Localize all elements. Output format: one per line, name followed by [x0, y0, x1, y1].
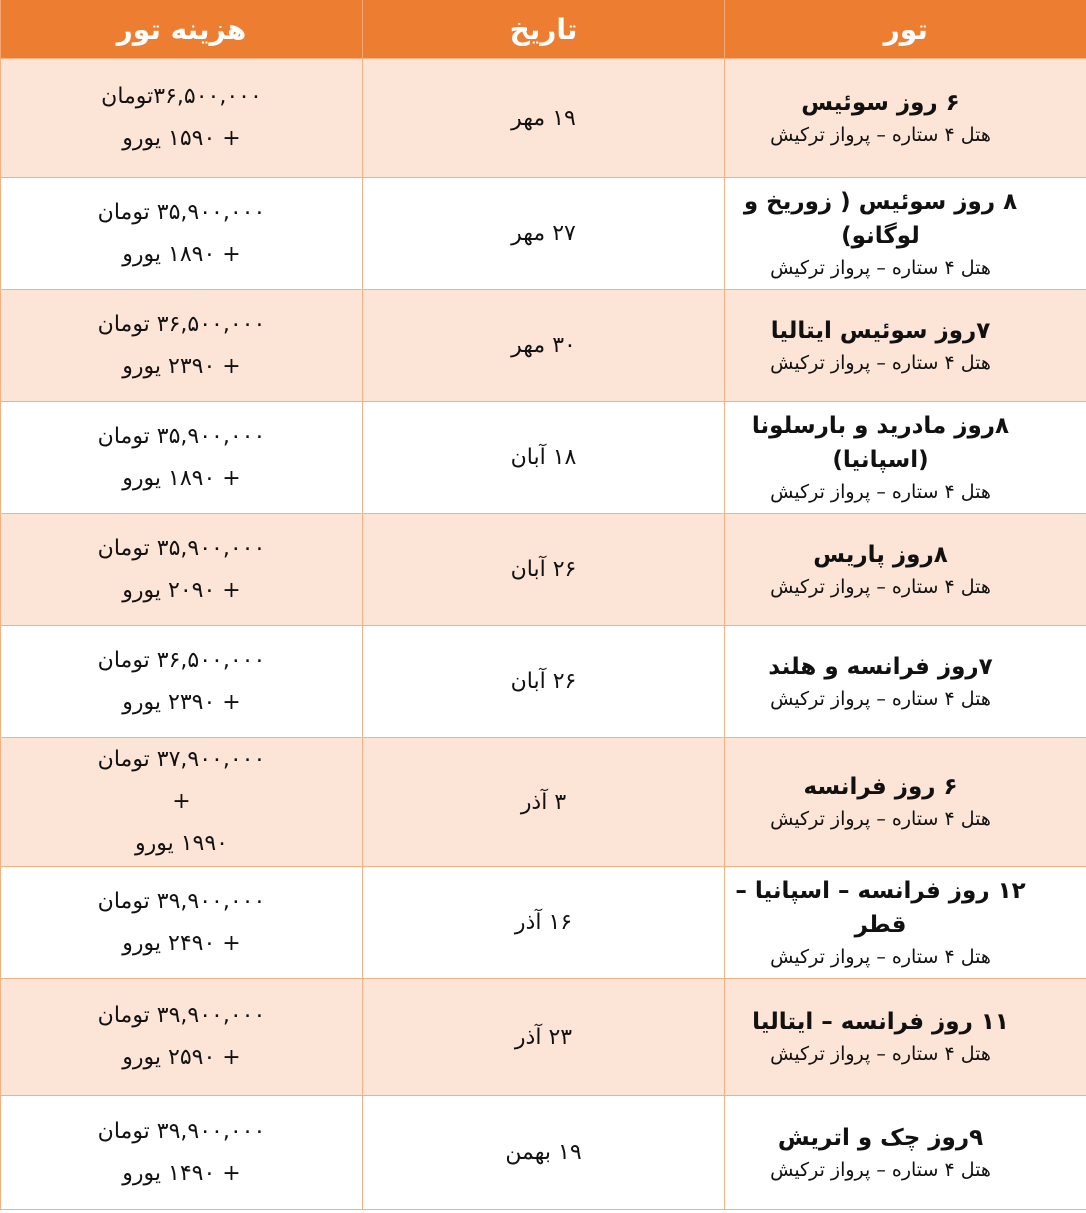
tour-cell: [725, 514, 1086, 626]
tour-name: ۶ روز سوئیس: [801, 90, 960, 116]
tour-date: ۳۰ مهر: [511, 333, 576, 358]
cost-cell: [1, 59, 363, 178]
cost-cell: [1, 979, 363, 1096]
table-row: [1, 867, 1086, 979]
tour-detail: هتل ۴ ستاره – پرواز ترکیش: [770, 1158, 991, 1181]
tour-cell: [725, 1096, 1086, 1210]
tour-name: ۸روز مادرید و بارسلونا (اسپانیا): [751, 412, 1010, 473]
table-row: [1, 290, 1086, 402]
date-cell: [363, 514, 725, 626]
cost-line: + ۲۵۹۰ یورو: [122, 1045, 241, 1070]
table-row: [1, 59, 1086, 178]
tour-cell: [725, 402, 1086, 514]
cost-cell: [1, 738, 363, 867]
cost-cell: [1, 626, 363, 738]
tour-date: ۲۳ آذر: [514, 1024, 573, 1050]
tour-detail: هتل ۴ ستاره – پرواز ترکیش: [770, 808, 991, 830]
cost-line: ۳۵,۹۰۰,۰۰۰ تومان: [97, 535, 266, 561]
table-row: [1, 514, 1086, 626]
tour-detail: هتل ۴ ستاره – پرواز ترکیش: [770, 575, 991, 598]
tour-name: ۸ روز سوئیس ( زوریخ و لوگانو): [743, 188, 1018, 249]
tour-detail: هتل ۴ ستاره – پرواز ترکیش: [770, 351, 991, 374]
cost-cell: [1, 178, 363, 290]
table-row: [1, 738, 1086, 867]
table-row: [1, 626, 1086, 738]
cost-line: ۳۵,۹۰۰,۰۰۰ تومان: [97, 199, 266, 225]
date-cell: [363, 979, 725, 1096]
tour-date: ۱۸ آبان: [510, 445, 577, 470]
table-row: [1, 402, 1086, 514]
table-body: [1, 59, 1086, 1210]
date-cell: [363, 1096, 725, 1210]
cost-cell: [1, 290, 363, 402]
tour-detail: هتل ۴ ستاره – پرواز ترکیش: [770, 124, 991, 146]
cost-line: ۱۹۹۰ یورو: [135, 831, 228, 856]
tour-date: ۲۶ آبان: [510, 557, 577, 582]
tour-name: ۷روز فرانسه و هلند: [768, 653, 993, 680]
tour-name: ۶ روز فرانسه: [803, 774, 958, 800]
table-row: [1, 1096, 1086, 1210]
table-row: [1, 979, 1086, 1096]
cost-line: +: [172, 789, 191, 814]
date-cell: [363, 178, 725, 290]
tour-name: ۱۱ روز فرانسه – ایتالیا: [752, 1009, 1009, 1035]
cost-cell: [1, 514, 363, 626]
tour-cell: [725, 867, 1086, 979]
tour-cell: [725, 178, 1086, 290]
cost-cell: [1, 402, 363, 514]
tour-date: ۱۶ آذر: [514, 910, 573, 935]
tour-name: ۱۲ روز فرانسه – اسپانیا – قطر: [735, 877, 1026, 938]
tour-cell: [725, 626, 1086, 738]
table-row: [1, 178, 1086, 290]
tour-date: ۱۹ مهر: [511, 105, 576, 131]
tour-date: ۱۹ بهمن: [505, 1140, 582, 1165]
cost-line: + ۱۸۹۰ یورو: [122, 241, 241, 267]
tour-cell: [725, 979, 1086, 1096]
cost-line: ۳۷,۹۰۰,۰۰۰ تومان: [97, 747, 266, 772]
cost-line: + ۲۳۹۰ یورو: [122, 353, 241, 379]
cost-line: + ۲۰۹۰ یورو: [122, 577, 241, 603]
tour-detail: هتل ۴ ستاره – پرواز ترکیش: [770, 945, 991, 968]
date-cell: [363, 738, 725, 867]
tour-name: ۹روز چک و اتریش: [777, 1124, 984, 1151]
cost-line: + ۲۴۹۰ یورو: [122, 930, 241, 956]
date-cell: [363, 867, 725, 979]
cost-cell: [1, 1096, 363, 1210]
cost-line: ۳۹,۹۰۰,۰۰۰ تومان: [97, 1003, 266, 1028]
cost-line: + ۲۳۹۰ یورو: [122, 689, 241, 715]
tour-date: ۲۶ آبان: [510, 669, 577, 694]
tour-detail: هتل ۴ ستاره – پرواز ترکیش: [770, 687, 991, 710]
header-tour: تور: [725, 0, 1086, 59]
cost-line: ۳۹,۹۰۰,۰۰۰ تومان: [97, 888, 266, 914]
header-date: تاریخ: [363, 0, 725, 59]
date-cell: [363, 402, 725, 514]
tour-name: ۸روز پاریس: [813, 541, 948, 568]
tour-cell: [725, 738, 1086, 867]
date-cell: [363, 59, 725, 178]
tour-date: ۳ آذر: [520, 789, 567, 815]
cost-line: ۳۹,۹۰۰,۰۰۰ تومان: [97, 1118, 266, 1144]
tour-detail: هتل ۴ ستاره – پرواز ترکیش: [770, 256, 991, 279]
tour-date: ۲۷ مهر: [511, 221, 576, 246]
cost-cell: [1, 867, 363, 979]
cost-line: ۳۵,۹۰۰,۰۰۰ تومان: [97, 423, 266, 449]
cost-line: + ۱۸۹۰ یورو: [122, 465, 241, 491]
date-cell: [363, 626, 725, 738]
date-cell: [363, 290, 725, 402]
header-cost: هزینه تور: [1, 0, 363, 59]
cost-line: ۳۶,۵۰۰,۰۰۰ تومان: [97, 311, 266, 337]
tour-cell: [725, 59, 1086, 178]
cost-line: ۳۶,۵۰۰,۰۰۰ تومان: [97, 647, 266, 673]
table-header-row: [1, 0, 1086, 59]
cost-line: + ۱۵۹۰ یورو: [122, 126, 241, 151]
tour-detail: هتل ۴ ستاره – پرواز ترکیش: [770, 480, 991, 503]
cost-line: + ۱۴۹۰ یورو: [122, 1160, 241, 1186]
tour-name: ۷روز سوئیس ایتالیا: [770, 317, 991, 344]
cost-line: ۳۶,۵۰۰,۰۰۰تومان: [101, 84, 262, 109]
tour-cell: [725, 290, 1086, 402]
tour-detail: هتل ۴ ستاره – پرواز ترکیش: [770, 1043, 991, 1065]
